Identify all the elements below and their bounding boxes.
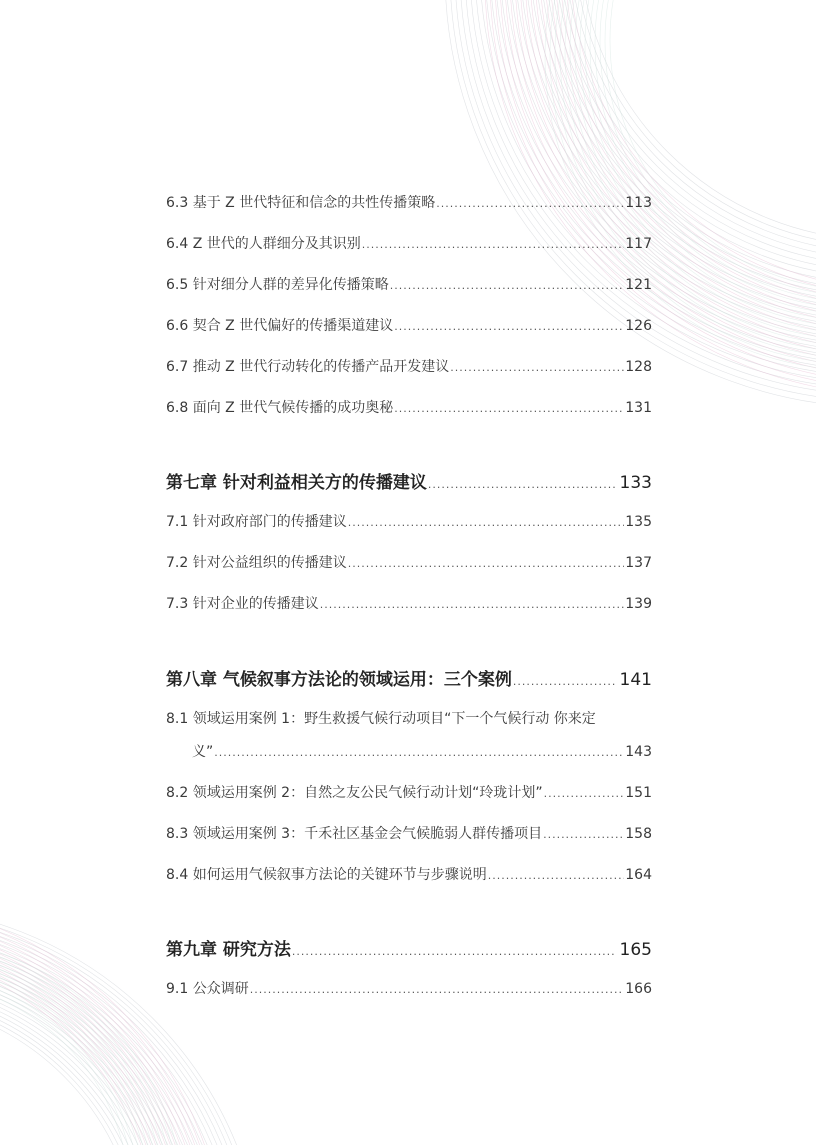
decorative-arc — [0, 927, 190, 1145]
decorative-arc — [0, 970, 180, 1145]
decorative-arc — [0, 932, 230, 1145]
toc-entry-6-8[interactable] — [166, 397, 652, 417]
decorative-arc — [0, 996, 145, 1145]
decorative-arc — [530, 0, 816, 302]
decorative-arc — [0, 942, 170, 1145]
toc-page-number: 141 — [619, 670, 652, 690]
toc-entry-7-2[interactable] — [166, 552, 652, 572]
decorative-arc — [510, 0, 816, 364]
decorative-arc — [480, 0, 816, 364]
toc-entry-8-2[interactable] — [166, 782, 652, 802]
toc-page-number: 117 — [625, 236, 652, 252]
toc-entry-8-1-line2[interactable] — [192, 741, 652, 761]
decorative-arc — [590, 0, 816, 315]
decorative-arc — [550, 0, 816, 364]
toc-entry-8-4[interactable] — [166, 864, 652, 884]
toc-entry-9-1[interactable] — [166, 978, 652, 998]
dot-leader — [394, 320, 624, 333]
decorative-arc — [555, 0, 816, 358]
decorative-arc — [0, 989, 155, 1145]
toc-entry-8-3[interactable] — [166, 823, 652, 843]
toc-entry-title: 6.3 基于 Z 世代特征和信念的共性传播策略 — [166, 195, 436, 211]
toc-entry-7-3[interactable] — [166, 593, 652, 613]
dot-leader — [214, 746, 624, 759]
decorative-arc — [0, 947, 210, 1145]
toc-chapter-7[interactable] — [166, 468, 652, 493]
decorative-arc — [0, 961, 155, 1145]
decorative-arc — [515, 0, 816, 358]
decorative-arc — [560, 0, 816, 352]
decorative-arc — [0, 969, 145, 1145]
toc-entry-title: 7.2 针对公益组织的传播建议 — [166, 555, 347, 571]
decorative-arc — [0, 939, 175, 1145]
decorative-arc — [600, 0, 816, 302]
decorative-arc — [570, 0, 816, 252]
decorative-arc — [0, 992, 150, 1145]
decorative-arc — [560, 0, 816, 265]
dot-leader — [543, 828, 624, 841]
toc-entry-title: 6.6 契合 Z 世代偏好的传播渠道建议 — [166, 318, 394, 334]
toc-entry-7-1[interactable] — [166, 511, 652, 531]
toc-entry-6-5[interactable] — [166, 274, 652, 294]
decorative-arc — [0, 977, 170, 1145]
toc-entry-title: 6.5 针对细分人群的差异化传播策略 — [166, 277, 389, 293]
toc-page-number: 131 — [625, 400, 652, 416]
decorative-arc — [0, 943, 215, 1145]
decorative-arc — [0, 938, 185, 1145]
decorative-arc — [0, 928, 235, 1145]
toc-chapter-title: 第七章 针对利益相关方的传播建议 — [166, 473, 427, 493]
toc-page-number: 113 — [625, 195, 652, 211]
toc-entry-title: 8.4 如何运用气候叙事方法论的关键环节与步骤说明 — [166, 867, 487, 883]
decorative-arc — [525, 0, 816, 308]
toc-entry-title: 9.1 公众调研 — [166, 981, 249, 997]
decorative-arc — [0, 962, 190, 1145]
decorative-arc — [520, 0, 816, 352]
decorative-arc — [560, 0, 816, 302]
toc-page-number: 158 — [625, 826, 652, 842]
dot-leader — [544, 787, 625, 800]
decorative-arc — [0, 1000, 140, 1145]
dot-leader — [450, 361, 624, 374]
toc-page-number: 133 — [619, 473, 652, 493]
toc-chapter-9[interactable] — [166, 935, 652, 960]
toc-entry-title: 8.1 领域运用案例 1：野生救援气候行动项目“下一个气候行动 你来定 — [166, 711, 596, 727]
dot-leader — [348, 557, 625, 570]
toc-page-number: 143 — [625, 744, 652, 760]
toc-entry-6-4[interactable] — [166, 233, 652, 253]
decorative-arc — [0, 973, 175, 1145]
decorative-arc — [0, 976, 135, 1145]
decorative-arc — [490, 0, 816, 352]
decorative-arc — [585, 0, 816, 321]
toc-entry-8-1-line1[interactable] — [166, 708, 652, 728]
toc-chapter-8[interactable] — [166, 665, 652, 690]
toc-entry-title: 7.3 针对企业的传播建议 — [166, 596, 319, 612]
decorative-arc — [520, 0, 816, 314]
decorative-arc — [595, 0, 816, 309]
toc-entry-6-6[interactable] — [166, 315, 652, 335]
dot-leader — [390, 279, 625, 292]
dot-leader — [348, 516, 625, 529]
decorative-arc — [0, 935, 180, 1145]
decorative-arc — [0, 966, 185, 1145]
decorative-arc — [0, 981, 165, 1145]
bottom-left-arc-bundle-mint — [0, 938, 185, 1145]
decorative-arc — [0, 957, 160, 1145]
dot-leader — [362, 238, 625, 251]
decorative-arc — [0, 935, 225, 1145]
decorative-arc — [0, 953, 165, 1145]
toc-entry-title: 7.1 针对政府部门的传播建议 — [166, 514, 347, 530]
toc-entry-title: 8.2 领域运用案例 2：自然之友公民气候行动计划“玲珑计划” — [166, 785, 543, 801]
decorative-arc — [555, 0, 816, 309]
dot-leader — [428, 478, 615, 491]
decorative-arc — [0, 980, 130, 1145]
toc-entry-6-3[interactable] — [166, 192, 652, 212]
decorative-arc — [0, 965, 150, 1145]
decorative-arc — [515, 0, 816, 321]
decorative-arc — [565, 0, 816, 259]
decorative-arc — [0, 972, 140, 1145]
toc-entry-title: 6.8 面向 Z 世代气候传播的成功奥秘 — [166, 400, 394, 416]
decorative-arc — [0, 946, 175, 1145]
toc-page-number: 126 — [625, 318, 652, 334]
toc-page-number: 166 — [625, 981, 652, 997]
decorative-arc — [0, 931, 185, 1145]
toc-page-number: 121 — [625, 277, 652, 293]
toc-page-number: 137 — [625, 555, 652, 571]
decorative-arc — [550, 0, 816, 315]
decorative-arc — [545, 0, 816, 321]
toc-entry-title: 6.4 Z 世代的人群细分及其识别 — [166, 236, 361, 252]
dot-leader — [292, 945, 615, 958]
toc-entry-title: 8.3 领域运用案例 3：千禾社区基金会气候脆弱人群传播项目 — [166, 826, 543, 842]
dot-leader — [320, 598, 625, 611]
dot-leader — [394, 402, 624, 415]
dot-leader — [250, 983, 625, 996]
dot-leader — [488, 869, 625, 882]
toc-page-number: 151 — [625, 785, 652, 801]
decorative-arc — [0, 950, 170, 1145]
toc-page-number: 128 — [625, 359, 652, 375]
toc-page-number: 164 — [625, 867, 652, 883]
toc-page-number: 135 — [625, 514, 652, 530]
toc-chapter-title: 第九章 研究方法 — [166, 940, 291, 960]
decorative-arc — [0, 985, 160, 1145]
toc-chapter-title: 第八章 气候叙事方法论的领域运用：三个案例 — [166, 670, 512, 690]
decorative-arc — [485, 0, 816, 358]
dot-leader — [436, 197, 624, 210]
decorative-arc — [0, 942, 180, 1145]
toc-entry-title-continued: 义” — [192, 744, 214, 760]
decorative-arc — [0, 946, 165, 1145]
decorative-arc — [555, 0, 816, 271]
decorative-arc — [0, 950, 160, 1145]
dot-leader — [513, 675, 615, 688]
decorative-arc — [0, 939, 220, 1145]
toc-entry-6-7[interactable] — [166, 356, 652, 376]
toc-page-number: 165 — [619, 940, 652, 960]
toc-page-number: 139 — [625, 596, 652, 612]
toc-entry-title: 6.7 推动 Z 世代行动转化的传播产品开发建议 — [166, 359, 450, 375]
